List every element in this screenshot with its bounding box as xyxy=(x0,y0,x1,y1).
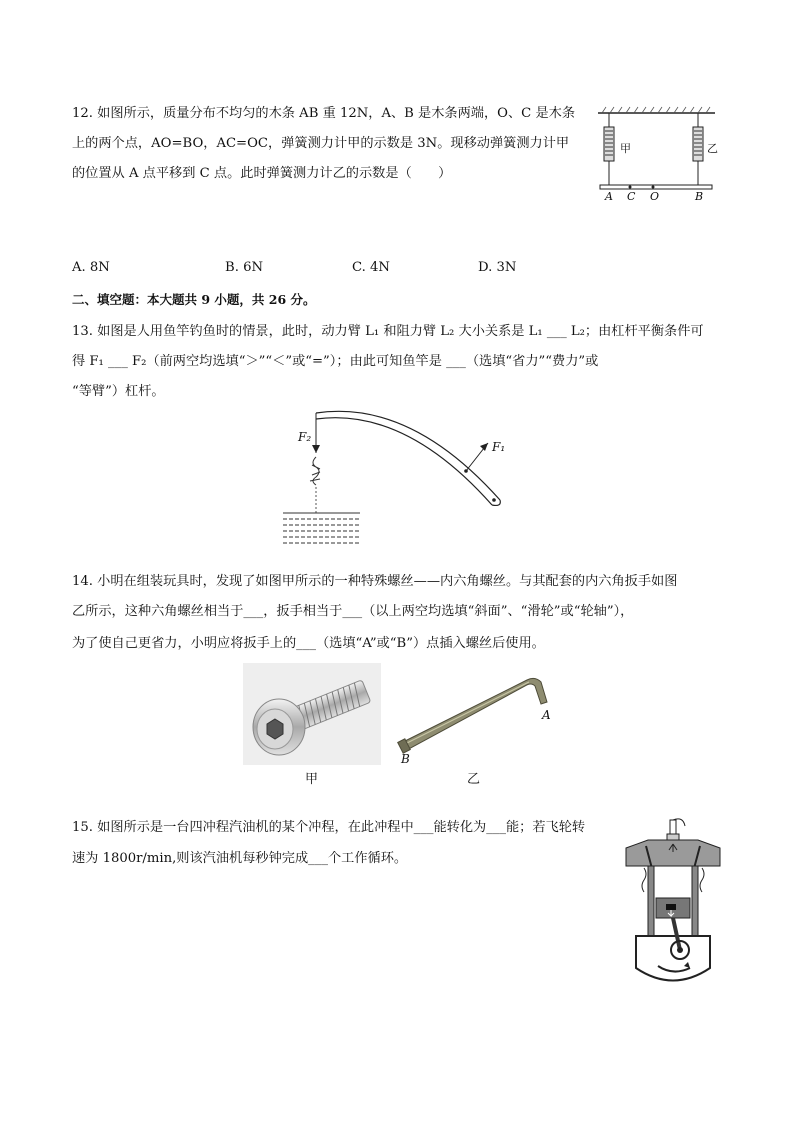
q12-point-o: O xyxy=(650,190,660,203)
q15-line1: 15. 如图所示是一台四冲程汽油机的某个冲程，在此冲程中___能转化为___能；若飞轮转 xyxy=(72,820,586,835)
q13-fishing-rod-figure xyxy=(280,405,520,550)
q12-option-c: C. 4N xyxy=(352,260,390,275)
q14-point-b: B xyxy=(401,752,410,766)
q12-label-jia: 甲 xyxy=(620,142,631,155)
q15-line2: 速为 1800r/min,则该汽油机每秒钟完成___个工作循环。 xyxy=(72,851,408,866)
q12-option-a: A. 8N xyxy=(72,260,110,275)
q14-hex-wrench-image xyxy=(395,672,555,754)
q14-caption-jia: 甲 xyxy=(305,772,319,787)
q12-option-d: D. 3N xyxy=(478,260,517,275)
q12-option-b: B. 6N xyxy=(225,260,264,275)
q12-line2: 上的两个点，AO=BO，AC=OC，弹簧测力计甲的示数是 3N。现移动弹簧测力计甲 xyxy=(72,136,570,151)
q12-line3: 的位置从 A 点平移到 C 点。此时弹簧测力计乙的示数是（ ） xyxy=(72,166,452,181)
q12-point-a: A xyxy=(605,190,613,203)
q14-hex-bolt-image xyxy=(243,663,381,765)
q14-line3: 为了使自己更省力，小明应将扳手上的___（选填“A”或“B”）点插入螺丝后使用。 xyxy=(72,636,545,651)
q12-point-c: C xyxy=(627,190,636,203)
q14-line2: 乙所示，这种六角螺丝相当于___，扳手相当于___（以上两空均选填“斜面”、“滑轮”或“轮轴”）， xyxy=(72,604,634,619)
q13-line3: “等臂”）杠杆。 xyxy=(72,384,165,399)
q14-line1: 14. 小明在组装玩具时，发现了如图甲所示的一种特殊螺丝——内六角螺丝。与其配套的内六角扳手如图 xyxy=(72,574,678,589)
q13-force-f2: F₂ xyxy=(298,430,312,444)
q12-line1: 12. 如图所示，质量分布不均匀的木条 AB 重 12N，A、B 是木条两端，O、C 是木条 xyxy=(72,106,576,121)
section-heading: 二、填空题：本大题共 9 小题，共 26 分。 xyxy=(72,292,316,307)
q12-point-b: B xyxy=(695,190,704,203)
q13-line1: 13. 如图是人用鱼竿钓鱼时的情景，此时，动力臂 L₁ 和阻力臂 L₂ 大小关系是 L₁ ___ L₂；由杠杆平衡条件可 xyxy=(72,324,704,339)
q13-force-f1: F₁ xyxy=(492,440,506,454)
q12-label-yi: 乙 xyxy=(707,142,718,155)
q14-point-a: A xyxy=(542,708,551,722)
q14-caption-yi: 乙 xyxy=(467,772,481,787)
q13-line2: 得 F₁ ___ F₂（前两空均选填“＞”“＜”或“=”）；由此可知鱼竿是 ___（选填“省力”“费力”或 xyxy=(72,354,599,369)
q15-engine-figure xyxy=(618,818,730,988)
